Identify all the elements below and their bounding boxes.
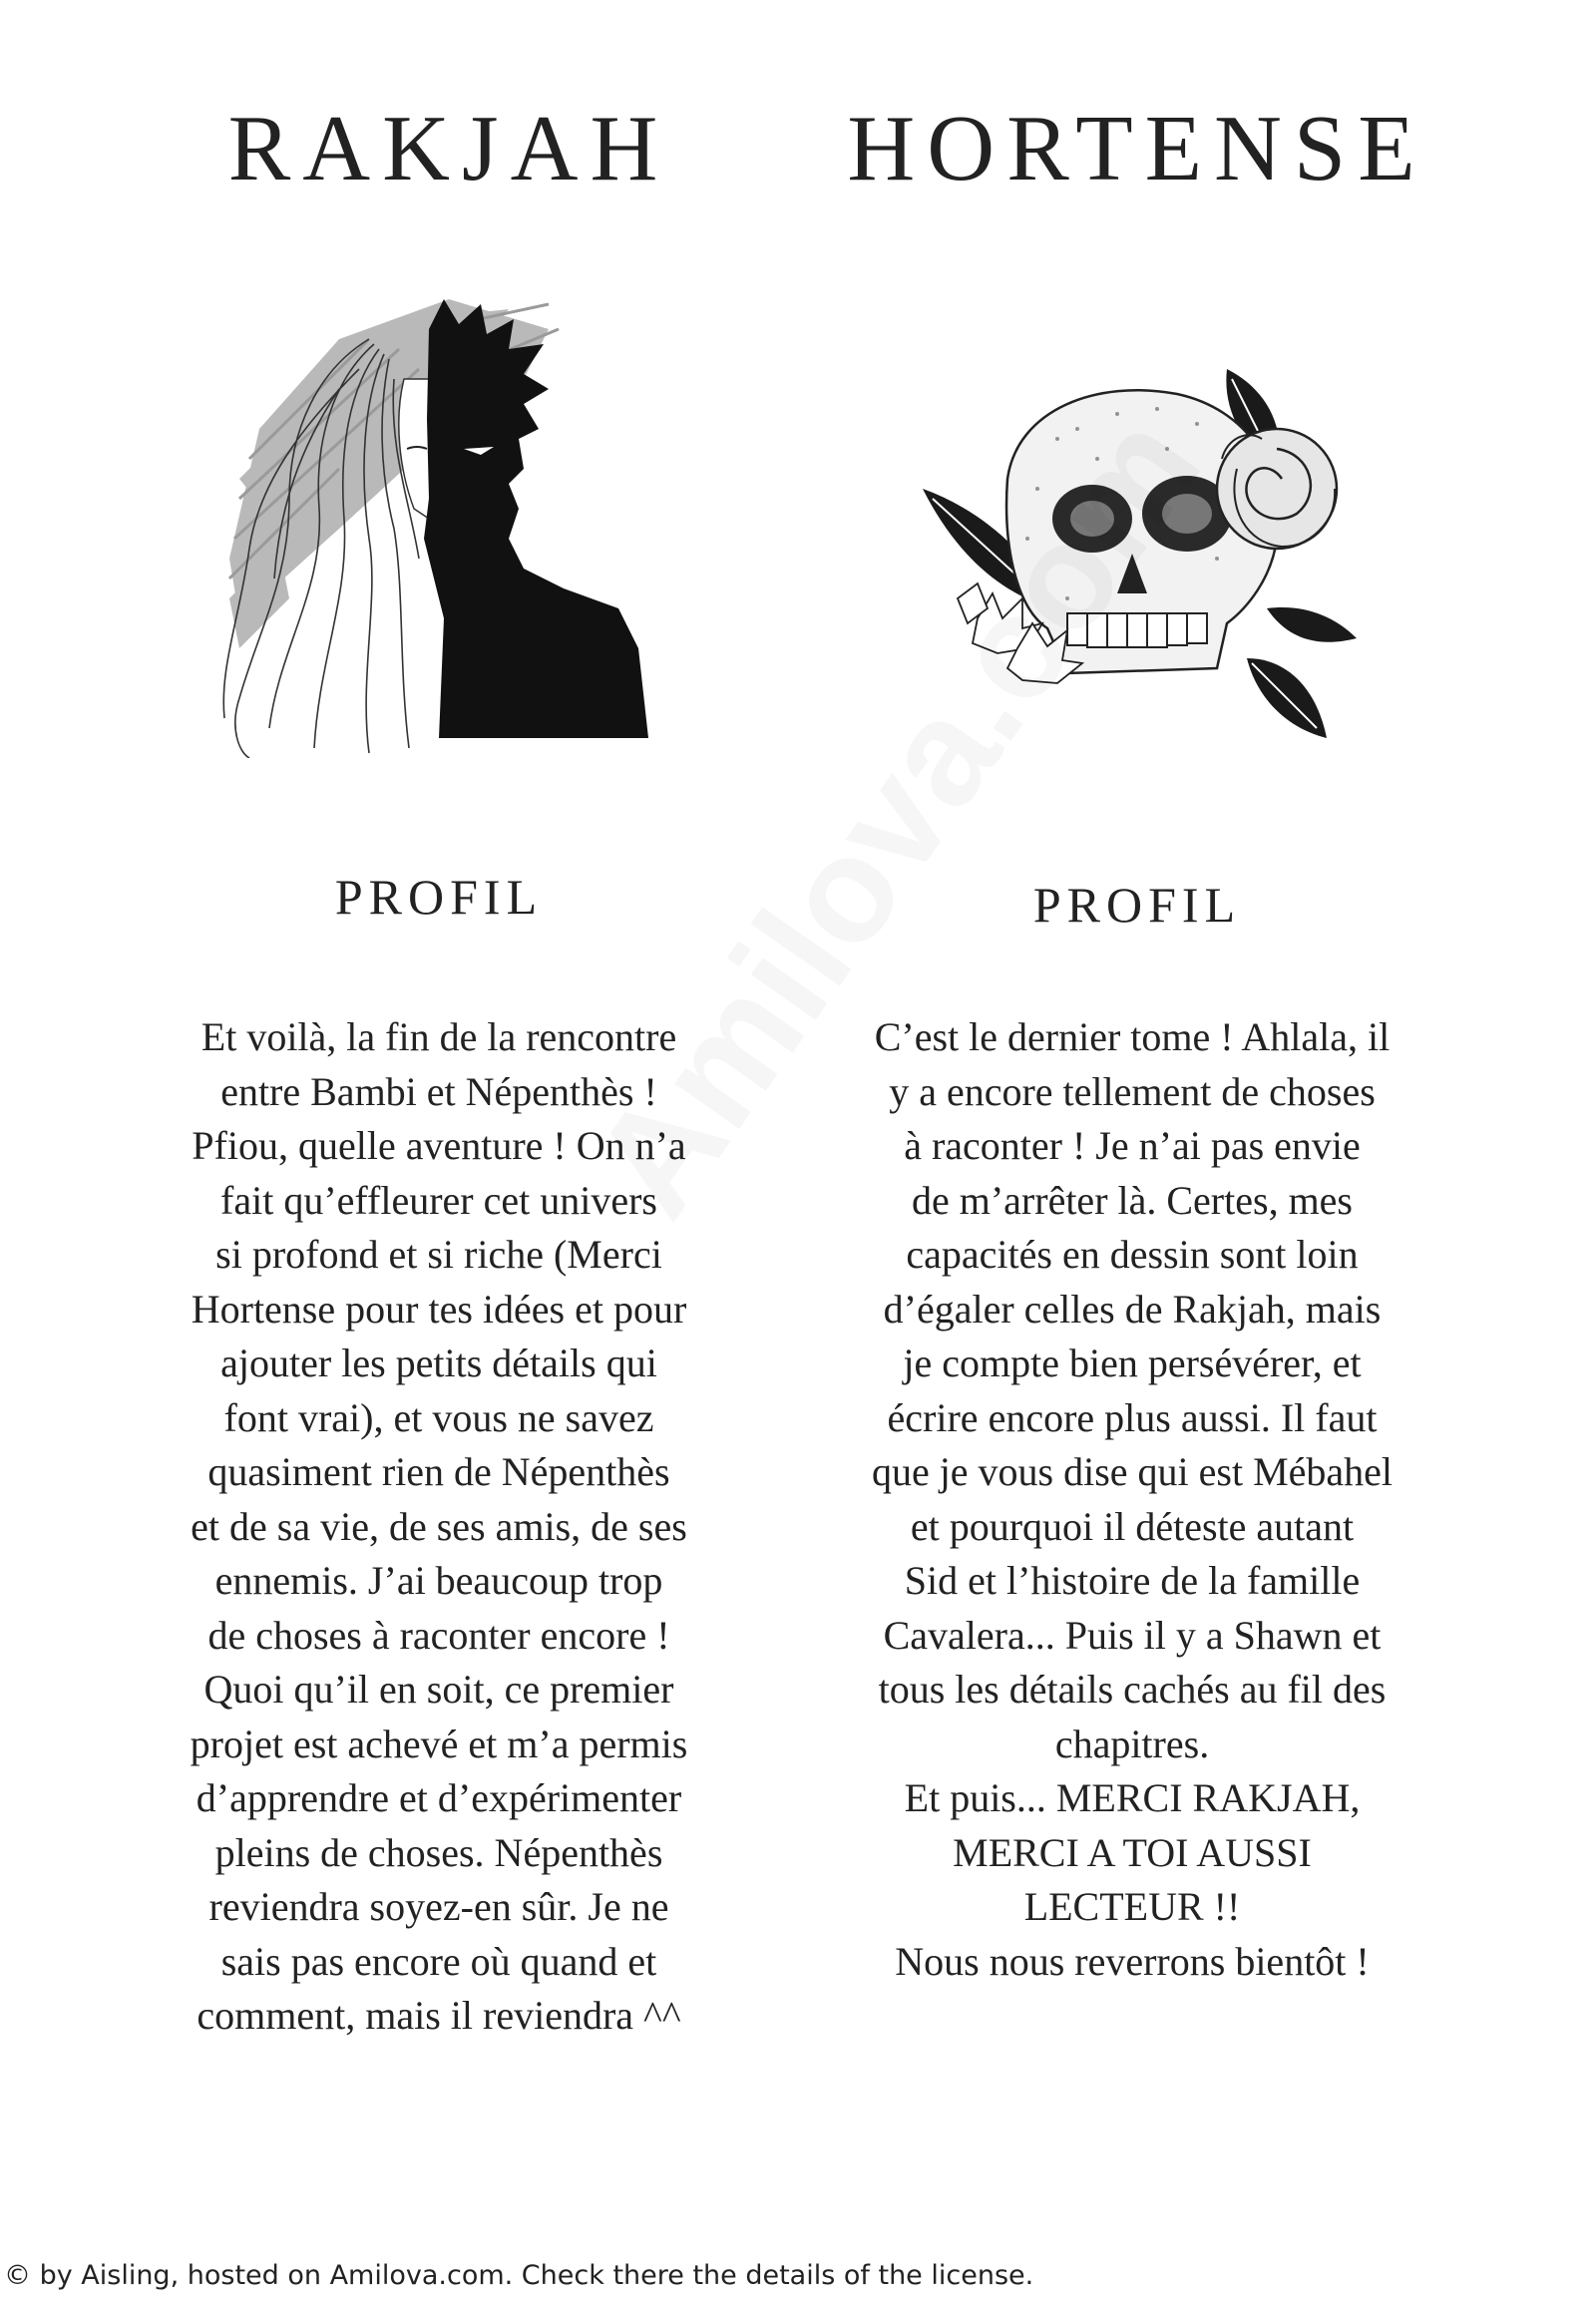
text-line: d’égaler celles de Rakjah, mais [883, 1286, 1382, 1332]
text-line: que je vous dise qui est Mébahel [871, 1449, 1394, 1494]
text-line: et de sa vie, de ses amis, de ses [191, 1503, 687, 1549]
text-line: sais pas encore où quand et [220, 1938, 657, 1984]
text-line: quasiment rien de Népenthès [207, 1449, 670, 1494]
profile-text-right [833, 1010, 1431, 1989]
text-line: reviendra soyez-en sûr. Je ne [208, 1884, 669, 1929]
text-line: tous les détails cachés au fil des [878, 1667, 1387, 1712]
license-footer: © by Aisling, hosted on Amilova.com. Check there the details of the license. [4, 2260, 1034, 2291]
text-line: de m’arrêter là. Certes, mes [911, 1177, 1353, 1223]
text-line: de choses à raconter encore ! [207, 1612, 670, 1658]
text-line: Et voilà, la fin de la rencontre [200, 1014, 677, 1059]
text-line: C’est le dernier tome ! Ahlala, il [874, 1014, 1391, 1059]
text-line: à raconter ! Je n’ai pas envie [904, 1123, 1361, 1168]
text-line: Et puis... MERCI RAKJAH, [904, 1775, 1361, 1820]
text-line: Quoi qu’il en soit, ce premier [203, 1667, 674, 1712]
text-line: je compte bien persévérer, et [903, 1341, 1362, 1385]
text-line: capacités en dessin sont loin [906, 1232, 1359, 1277]
text-line: ennemis. J’ai beaucoup trop [214, 1558, 663, 1603]
text-line: pleins de choses. Népenthès [214, 1829, 663, 1875]
text-line: d’apprendre et d’expérimenter [196, 1775, 682, 1820]
text-line: LECTEUR !! [1023, 1884, 1241, 1929]
text-line: et pourquoi il déteste autant [910, 1503, 1355, 1549]
author-name-right: HORTENSE [847, 97, 1427, 200]
profile-heading-left: PROFIL [334, 869, 544, 925]
text-line: ajouter les petits détails qui [220, 1341, 657, 1385]
half-light-half-shadow-portrait-icon [219, 299, 658, 758]
text-line: Hortense pour tes idées et pour [191, 1286, 687, 1332]
text-line: font vrai), et vous ne savez [223, 1394, 654, 1440]
text-line: projet est achevé et m’a permis [190, 1721, 688, 1766]
author-name-left: RAKJAH [227, 97, 670, 200]
profile-heading-right: PROFIL [1032, 877, 1242, 933]
text-line: Cavalera... Puis il y a Shawn et [883, 1612, 1382, 1658]
text-line: entre Bambi et Népenthès ! [220, 1068, 657, 1114]
text-line: chapitres. [1054, 1721, 1210, 1766]
text-line: fait qu’effleurer cet univers [220, 1177, 657, 1223]
text-line: Sid et l’histoire de la famille [904, 1558, 1361, 1603]
text-line: Pfiou, quelle aventure ! On n’a [192, 1123, 686, 1168]
text-line: Nous nous reverrons bientôt ! [895, 1938, 1370, 1984]
text-line: comment, mais il reviendra ^^ [197, 1993, 681, 2038]
text-line: MERCI A TOI AUSSI [953, 1829, 1312, 1875]
text-line: si profond et si riche (Merci [215, 1232, 662, 1277]
text-line: y a encore tellement de choses [889, 1068, 1376, 1114]
text-line: écrire encore plus aussi. Il faut [887, 1394, 1378, 1440]
